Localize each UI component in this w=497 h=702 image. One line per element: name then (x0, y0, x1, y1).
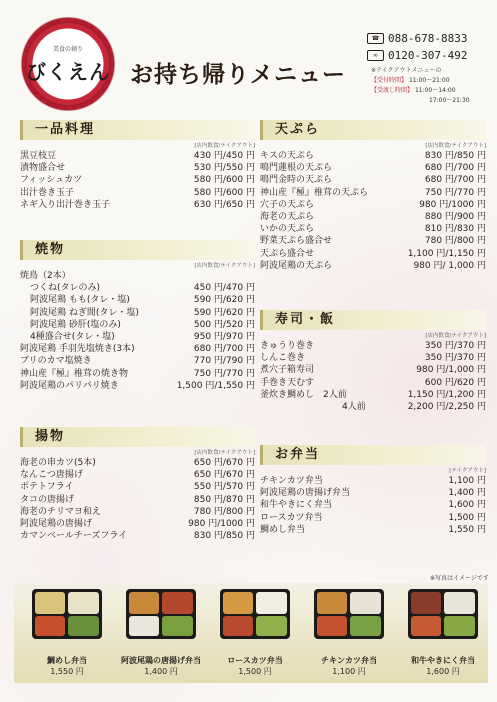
section-title: お弁当 (260, 445, 486, 465)
bento-compartment (411, 616, 441, 636)
section-subheader: [店内飲食/テイクアウト] (194, 450, 255, 456)
free-dial-icon: ∞ (367, 50, 384, 61)
menu-item-price: 980 円/1000 円 (419, 199, 486, 210)
section-bento (260, 445, 486, 536)
menu-item-name: 漬物盛合せ (20, 163, 66, 174)
menu-item-name: 4人前 (342, 402, 366, 413)
menu-item (20, 307, 255, 319)
menu-item-price: 630 円/650 円 (193, 199, 255, 210)
menu-item (260, 512, 486, 524)
photo-note: ※写真はイメージです (430, 575, 489, 582)
accept-time: 11:00～21:00 (408, 77, 450, 84)
section-ippin (20, 120, 255, 211)
menu-item-price: 450 円/470 円 (193, 283, 255, 294)
menu-item (260, 340, 486, 352)
menu-item (260, 352, 486, 364)
menu-item-name: 阿波尾鶏 手羽先塩焼き(3本) (20, 344, 135, 355)
menu-item-name: ポテトフライ (20, 482, 74, 493)
menu-item-price: 810 円/830 円 (424, 224, 486, 235)
contact-block (367, 30, 492, 64)
menu-item (20, 270, 255, 282)
accept-label: 【受付時間】 (371, 77, 408, 84)
bento-caption-price: 1,400 円 (144, 667, 178, 676)
menu-item-price: 500 円/520 円 (193, 319, 255, 330)
menu-item-price: 1,100 円 (448, 476, 486, 486)
menu-item-price: 850 円/870 円 (193, 494, 255, 505)
menu-item-price: 1,500 円/1,550 円 (176, 380, 255, 391)
section-title: 揚物 (20, 427, 255, 447)
menu-item-name: 神山産『極』椎茸の天ぷら (260, 187, 369, 198)
logo-subtext: 美食の創り (52, 46, 83, 53)
section-title: 一品料理 (20, 120, 255, 140)
section-tempura (260, 120, 486, 272)
bento-caption (115, 655, 207, 677)
bento-compartment (223, 592, 253, 614)
menu-item-price: 680 円/700 円 (424, 163, 486, 174)
bento-compartment (162, 616, 193, 636)
menu-item (20, 331, 255, 343)
menu-item (20, 199, 255, 211)
menu-item-price: 2,200 円/2,250 円 (407, 402, 486, 413)
bento-compartment (444, 592, 475, 614)
menu-item (260, 174, 486, 186)
bento-caption-price: 1,100 円 (332, 667, 366, 676)
telephone-icon: ☎ (367, 33, 384, 44)
menu-item-price: 530 円/550 円 (193, 163, 255, 174)
menu-item-price: 550 円/570 円 (193, 482, 255, 493)
bento-compartment (256, 592, 287, 614)
bento-compartment (444, 616, 475, 636)
menu-item-name: 穴子の天ぷら (260, 199, 315, 210)
menu-item (260, 162, 486, 174)
menu-item (260, 211, 486, 223)
bento-compartment (411, 592, 441, 614)
bento-caption (397, 655, 489, 677)
bento-compartment (35, 616, 65, 636)
section-subheader: [テイクアウト] (449, 468, 486, 474)
menu-item-name: 阿波尾鶏の唐揚げ (20, 519, 93, 530)
menu-item-name: 焼鳥（2本） (20, 271, 71, 281)
menu-item (260, 524, 486, 536)
bento-compartment (162, 592, 193, 614)
hours-note: ※テイクアウトメニューの (371, 67, 442, 74)
menu-item-price: 1,150 円/1,200 円 (407, 389, 486, 400)
bento-photo (126, 589, 196, 639)
item-list (260, 150, 486, 272)
menu-item-name: 海老の天ぷら (260, 212, 315, 223)
bento-compartment (350, 616, 381, 636)
menu-item (20, 380, 255, 392)
menu-item-name: 阿波尾鶏の天ぷら (260, 260, 333, 271)
menu-item (260, 260, 486, 272)
item-list (20, 270, 255, 392)
menu-item (20, 481, 255, 493)
item-list (20, 150, 255, 211)
hours-block (371, 66, 495, 106)
menu-item-price: 980 円/ 1,000 円 (413, 260, 486, 271)
page-title: お持ち帰りメニュー (130, 61, 346, 88)
pickup-time-2: 17:00～21:30 (429, 97, 470, 104)
menu-item-name: カマンベールチーズフライ (20, 531, 128, 542)
menu-item (20, 294, 255, 306)
bento-caption (21, 655, 113, 677)
section-title: 焼物 (20, 240, 255, 260)
menu-item (20, 319, 255, 331)
menu-item (260, 150, 486, 162)
bento-caption-name: ロースカツ弁当 (227, 656, 283, 665)
menu-item-price: 600 円/620 円 (424, 377, 486, 388)
menu-item-name: 釜炊き鯛めし 2人前 (260, 389, 347, 400)
menu-item (20, 355, 255, 367)
menu-item (260, 187, 486, 199)
menu-item-name: 鳴門蓮根の天ぷら (260, 163, 333, 174)
bento-photo (220, 589, 290, 639)
menu-item-name: 阿波尾鶏の唐揚げ弁当 (260, 488, 351, 499)
bento-compartment (317, 616, 347, 636)
menu-item (260, 199, 486, 211)
menu-item-name: きゅうり巻き (260, 341, 315, 351)
menu-item (20, 494, 255, 506)
section-subheader: [店内飲食/テイクアウト] (194, 263, 255, 269)
menu-item-price: 830 円/850 円 (193, 531, 255, 542)
bento-compartment (317, 592, 347, 614)
menu-item-name: 神山産『極』椎茸の焼き物 (20, 368, 129, 379)
menu-item (20, 150, 255, 162)
menu-item-price: 1,400 円 (448, 488, 486, 499)
bento-caption-name: チキンカツ弁当 (321, 656, 377, 665)
menu-item-price: 1,100 円/1,150 円 (407, 248, 486, 259)
menu-item-price: 680 円/700 円 (193, 344, 255, 355)
menu-item (20, 368, 255, 380)
menu-item (20, 187, 255, 199)
bento-compartment (68, 592, 99, 614)
menu-item-name: ブリのカマ塩焼き (20, 356, 92, 367)
menu-item-price: 770 円/790 円 (193, 356, 255, 367)
menu-item-price: 590 円/620 円 (193, 295, 255, 306)
item-list (260, 340, 486, 413)
menu-item-name: 鯛めし弁当 (260, 524, 306, 535)
bento-caption (303, 655, 395, 677)
menu-item-name: 天ぷら盛合せ (260, 248, 315, 259)
menu-item (20, 282, 255, 294)
menu-item-name: ロースカツ弁当 (260, 512, 323, 523)
menu-item-name: 海老の串カツ(5本) (20, 458, 96, 468)
menu-item-name: 4種盛合せ(タレ・塩) (30, 332, 115, 343)
menu-item-price: 430 円/450 円 (193, 151, 255, 161)
menu-item-name: 野菜天ぷら盛合せ (260, 236, 333, 247)
menu-item (260, 401, 486, 413)
pickup-label: 【受渡し時間】 (371, 87, 414, 94)
item-list (260, 475, 486, 536)
phone-row (367, 30, 492, 47)
bento-compartment (35, 592, 65, 614)
menu-item (260, 377, 486, 389)
menu-item-price: 830 円/850 円 (424, 151, 486, 161)
bento-photo (408, 589, 478, 639)
section-agemono (20, 427, 255, 542)
menu-item-name: 鳴門金時の天ぷら (260, 175, 333, 186)
item-list (20, 457, 255, 542)
bento-caption (209, 655, 301, 677)
menu-item-price: 980 円/1,000 円 (416, 365, 486, 376)
menu-item-price: 580 円/600 円 (193, 175, 255, 186)
menu-item-price: 1,600 円 (448, 500, 486, 511)
menu-item-price: 650 円/670 円 (193, 458, 255, 468)
menu-item (20, 343, 255, 355)
menu-item-name: フィッシュカツ (20, 175, 83, 186)
bento-photo-strip (14, 583, 488, 683)
phone-number[interactable]: 088-678-8833 (388, 32, 468, 45)
menu-item-price: 1,500 円 (448, 512, 486, 523)
menu-item-name: なんこつ唐揚げ (20, 470, 83, 481)
bento-caption-price: 1,550 円 (50, 667, 84, 676)
menu-item (260, 487, 486, 499)
menu-item (20, 506, 255, 518)
menu-item-price: 780 円/800 円 (424, 236, 486, 247)
menu-item-name: つくね(タレのみ) (30, 283, 101, 294)
bento-caption-price: 1,600 円 (426, 667, 460, 676)
section-subheader: [店内飲食/テイクアウト] (425, 333, 486, 339)
menu-item-name: 煮穴子箱寿司 (260, 365, 315, 376)
menu-item (20, 530, 255, 542)
free-dial-number[interactable]: 0120-307-492 (388, 49, 468, 62)
section-yakimono (20, 240, 255, 392)
menu-item-price: 950 円/970 円 (193, 332, 255, 343)
menu-item (20, 469, 255, 481)
menu-item-price: 650 円/670 円 (193, 470, 255, 481)
bento-photo (314, 589, 384, 639)
bento-compartment (129, 592, 159, 614)
menu-item-name: キスの天ぷら (260, 151, 314, 161)
bento-caption-name: 鯛めし弁当 (47, 656, 87, 665)
menu-item-name: 阿波尾鶏 ねぎ間(タレ・塩) (30, 307, 139, 318)
menu-item-name: ネギ入り出汁巻き玉子 (20, 199, 111, 210)
bento-caption-name: 和牛やきにく弁当 (411, 656, 475, 665)
menu-item (20, 162, 255, 174)
section-subheader: [店内飲食/テイクアウト] (425, 143, 486, 149)
menu-item-name: いかの天ぷら (260, 224, 315, 235)
menu-item-price: 750 円/770 円 (193, 368, 255, 379)
bento-compartment (68, 616, 99, 636)
bento-compartment (129, 616, 159, 636)
menu-item (260, 499, 486, 511)
menu-item-name: 出汁巻き玉子 (20, 187, 75, 198)
menu-item-price: 350 円/370 円 (424, 353, 486, 364)
bento-compartment (350, 592, 381, 614)
menu-item-name: 阿波尾鶏 もも(タレ・塩) (30, 295, 130, 306)
bento-caption-name: 阿波尾鶏の唐揚げ弁当 (121, 656, 201, 665)
menu-item-name: 黒豆枝豆 (20, 151, 57, 161)
menu-item-price: 350 円/370 円 (424, 341, 486, 351)
menu-item-name: タコの唐揚げ (20, 494, 75, 505)
restaurant-logo (14, 10, 122, 118)
menu-item (20, 457, 255, 469)
logo-name: びくえん (26, 60, 110, 84)
menu-item-price: 590 円/620 円 (193, 307, 255, 318)
menu-item-price: 880 円/900 円 (424, 212, 486, 223)
section-subheader: [店内飲食/テイクアウト] (194, 143, 255, 149)
menu-item (260, 248, 486, 260)
bento-caption-price: 1,500 円 (238, 667, 272, 676)
menu-item-name: 手巻き天むす (260, 377, 315, 388)
menu-item-price: 750 円/770 円 (424, 187, 486, 198)
menu-item-name: しんこ巻き (260, 353, 306, 364)
menu-item-name: 阿波尾鶏のパリパリ焼き (20, 380, 119, 391)
bento-photo (32, 589, 102, 639)
menu-item-price: 680 円/700 円 (424, 175, 486, 186)
menu-item (260, 364, 486, 376)
free-dial-row (367, 47, 492, 64)
bento-compartment (223, 616, 253, 636)
section-sushi (260, 310, 486, 413)
menu-item-price: 980 円/1000 円 (188, 519, 255, 530)
menu-item (20, 518, 255, 530)
section-title: 寿司・飯 (260, 310, 486, 330)
menu-item (260, 223, 486, 235)
menu-item (260, 475, 486, 487)
menu-item (260, 235, 486, 247)
bento-compartment (256, 616, 287, 636)
menu-item (260, 389, 486, 401)
menu-item-name: 阿波尾鶏 砂肝(塩のみ) (30, 319, 121, 330)
menu-item-name: 海老のチリマヨ和え (20, 506, 101, 517)
menu-item-price: 580 円/600 円 (193, 187, 255, 198)
section-title: 天ぷら (260, 120, 486, 140)
menu-item (20, 174, 255, 186)
menu-item-name: チキンカツ弁当 (260, 476, 323, 486)
menu-item-name: 和牛やきにく弁当 (260, 500, 333, 511)
menu-item-price: 780 円/800 円 (193, 506, 255, 517)
pickup-time-1: 11:00～14:00 (414, 87, 456, 94)
menu-item-price: 1,550 円 (448, 524, 486, 535)
